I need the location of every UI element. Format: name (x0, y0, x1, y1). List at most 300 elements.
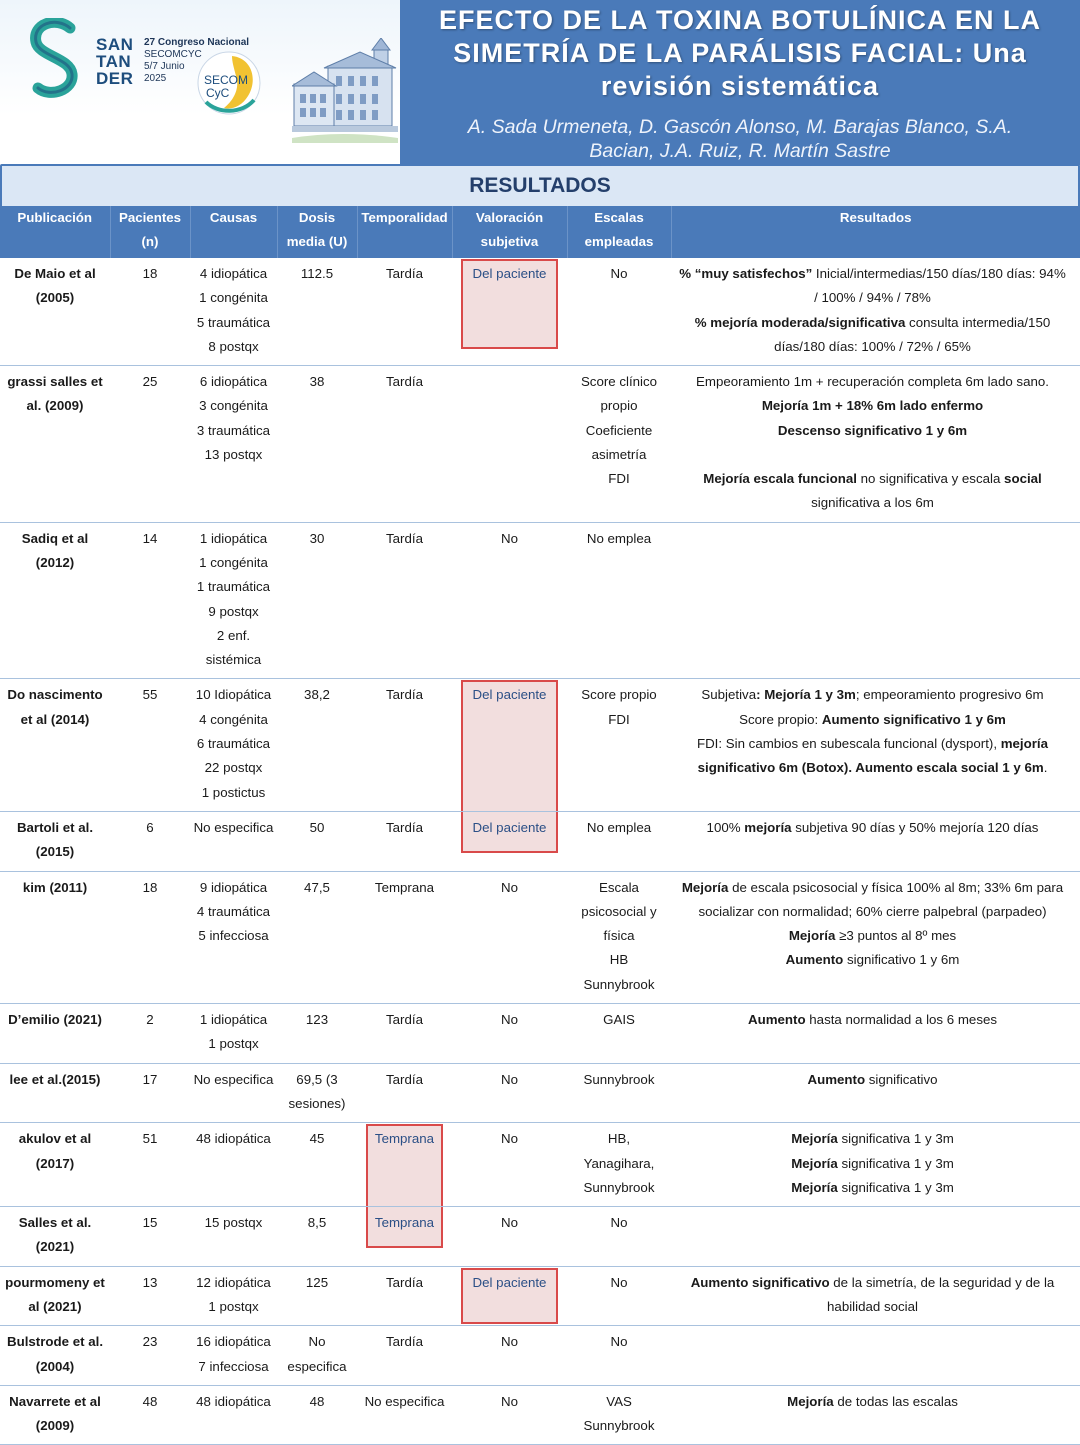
cell-causas (190, 1063, 277, 1123)
resultado-text: no significativa y escala (856, 471, 1005, 487)
cell-escalas-line: No (610, 1274, 628, 1290)
cell-pacientes (110, 1004, 190, 1064)
cell-causas-line: 4 traumática (196, 903, 271, 919)
cell-escalas-line: Escala (599, 879, 639, 895)
cell-escalas (567, 1063, 671, 1123)
resultado-paragraph (677, 1127, 1068, 1151)
cell-temporalidad-text: Tardía (386, 687, 423, 703)
cell-escalas-line: Sunnybrook (583, 1179, 655, 1195)
table-row (0, 366, 1080, 522)
cell-escalas (567, 811, 671, 871)
cell-valoracion (452, 1004, 567, 1064)
cell-pacientes (110, 1123, 190, 1207)
resultado-text: Score propio: (739, 711, 822, 727)
secom-logo-text-1: SECOM (204, 73, 249, 87)
resultado-text: . (1043, 760, 1048, 776)
resultado-emphasis: Mejoría (787, 1393, 834, 1409)
cell-causas-line: 4 idiopática (199, 266, 268, 281)
cell-publicacion (0, 366, 110, 522)
cell-causas (190, 366, 277, 522)
cell-valoracion (452, 871, 567, 1003)
resultado-paragraph (677, 1271, 1068, 1320)
cell-escalas (567, 1004, 671, 1064)
cell-pacientes (110, 871, 190, 1003)
resultado-paragraph (677, 370, 1068, 394)
table-row (0, 1004, 1080, 1064)
cell-causas-line: 9 idiopática (199, 879, 268, 895)
column-header-dosis (277, 206, 357, 258)
column-header-causas (190, 206, 277, 258)
cell-valoracion-text: Del paciente (472, 266, 547, 281)
resultado-emphasis: Mejoría (681, 879, 729, 895)
cell-temporalidad (357, 258, 452, 366)
table-body (0, 258, 1080, 1445)
cell-publicacion (0, 1063, 110, 1123)
authors-line-2: Bacian, J.A. Ruiz, R. Martín Sastre (589, 140, 891, 162)
resultado-text: significativa a los 6m (811, 495, 934, 511)
cell-publicacion-line: grassi salles et (7, 374, 103, 390)
cell-dosis (277, 1123, 357, 1207)
cell-resultados (671, 871, 1080, 1003)
resultado-text: significativo 1 y 6m (843, 952, 960, 968)
cell-causas-line: 48 idiopática (196, 1131, 271, 1147)
cell-causas-line: 16 idiopática (196, 1334, 271, 1350)
title-line-2: SIMETRÍA DE LA PARÁLISIS FACIAL: Una (453, 38, 1027, 68)
cell-pacientes (110, 522, 190, 679)
cell-pacientes-text: 18 (142, 266, 158, 281)
cell-dosis-line: 30 (309, 530, 325, 546)
resultado-text: significativa 1 y 3m (837, 1179, 954, 1195)
cell-escalas (567, 679, 671, 811)
cell-causas-line: 7 infecciosa (198, 1358, 269, 1374)
cell-resultados (671, 1266, 1080, 1326)
cell-causas-line: 6 traumática (196, 736, 271, 752)
cell-publicacion (0, 1004, 110, 1064)
cell-pacientes (110, 366, 190, 522)
table-header-row (0, 206, 1080, 258)
cell-valoracion-text: No (501, 879, 518, 895)
cell-valoracion (452, 1326, 567, 1386)
cell-pacientes-text: 17 (142, 1071, 158, 1087)
cell-escalas (567, 522, 671, 679)
cell-causas-line: 1 idiopática (199, 1012, 268, 1028)
cell-causas (190, 1123, 277, 1207)
cell-pacientes-text: 25 (142, 374, 158, 390)
table-row (0, 811, 1080, 871)
cell-escalas-line: FDI (608, 711, 630, 727)
santander-word-2: TAN (96, 52, 132, 71)
cell-escalas (567, 1123, 671, 1207)
cell-temporalidad-text: Tardía (386, 1012, 423, 1028)
cell-valoracion-text: No (501, 530, 518, 546)
cell-resultados (671, 1326, 1080, 1386)
cell-publicacion-line: pourmomeny et (5, 1274, 105, 1290)
resultado-text: ≥3 puntos al 8º mes (835, 928, 957, 944)
resultado-emphasis: Aumento significativo 1 y 6m (821, 711, 1006, 727)
cell-valoracion (452, 1385, 567, 1445)
cell-dosis-line: 47,5 (304, 879, 330, 895)
cell-valoracion-text: No (501, 1071, 518, 1087)
cell-dosis (277, 1063, 357, 1123)
resultado-paragraph (677, 394, 1068, 418)
cell-causas (190, 811, 277, 871)
resultado-emphasis: Aumento (747, 1012, 806, 1028)
resultado-paragraph (677, 816, 1068, 840)
table-row (0, 1207, 1080, 1267)
cell-temporalidad-text: Temprana (374, 1131, 435, 1147)
column-header-text: empleadas (584, 234, 654, 249)
cell-publicacion-line: Salles et al. (18, 1215, 92, 1231)
cell-dosis (277, 679, 357, 811)
cell-escalas-line: No (610, 1334, 628, 1350)
cell-valoracion-text: Del paciente (472, 1274, 547, 1290)
cell-pacientes (110, 1385, 190, 1445)
resultado-text: 100% (706, 819, 745, 835)
cell-causas-line: 15 postqx (204, 1215, 263, 1231)
cell-temporalidad (357, 811, 452, 871)
cell-pacientes (110, 258, 190, 366)
cell-causas-line: No especifica (193, 1071, 274, 1087)
cell-dosis-line: 112.5 (300, 266, 334, 281)
cell-causas-line: 22 postqx (204, 760, 263, 776)
cell-resultados (671, 1063, 1080, 1123)
cell-causas (190, 1385, 277, 1445)
cell-dosis (277, 1385, 357, 1445)
secom-cyc-logo-icon (196, 50, 262, 116)
cell-escalas-line: Sunnybrook (583, 976, 655, 992)
congress-name: 27 Congreso Nacional (144, 37, 250, 48)
resultado-paragraph (677, 1068, 1068, 1092)
cell-escalas (567, 1266, 671, 1326)
cell-valoracion-text: No (501, 1393, 518, 1409)
cell-temporalidad (357, 1266, 452, 1326)
cell-pacientes (110, 1266, 190, 1326)
cell-causas (190, 522, 277, 679)
cell-publicacion (0, 1207, 110, 1267)
resultado-paragraph (677, 1152, 1068, 1176)
resultado-emphasis: social (1004, 471, 1042, 487)
cell-escalas-line: física (603, 928, 635, 944)
cell-valoracion-text: No (501, 1131, 518, 1147)
resultado-paragraph (677, 708, 1068, 732)
cell-dosis-line: 38 (309, 374, 325, 390)
table-row (0, 522, 1080, 679)
cell-causas-line: 8 postqx (208, 338, 259, 354)
column-header-publicacion (0, 206, 110, 258)
title-line-3: revisión sistemática (600, 71, 880, 101)
cell-publicacion-line: (2009) (35, 1418, 75, 1434)
cell-pacientes-text: 23 (142, 1334, 158, 1350)
section-heading-label: RESULTADOS (469, 174, 611, 197)
cell-causas-line: 6 idiopática (199, 374, 268, 390)
cell-dosis (277, 871, 357, 1003)
cell-causas-line: 3 congénita (199, 398, 268, 414)
cell-causas (190, 679, 277, 811)
cell-publicacion-line: akulov et al (18, 1131, 92, 1147)
cell-escalas-line: No (610, 266, 628, 281)
cell-dosis (277, 258, 357, 366)
resultado-emphasis: Mejoría (788, 928, 836, 944)
column-header-text: Causas (209, 210, 258, 225)
cell-causas-line: 2 enf. (216, 627, 251, 643)
cell-pacientes (110, 679, 190, 811)
resultado-paragraph (677, 876, 1068, 925)
column-header-pacientes (110, 206, 190, 258)
resultado-paragraph (677, 311, 1068, 360)
cell-causas (190, 1326, 277, 1386)
congress-logo-panel (0, 0, 400, 165)
cell-publicacion (0, 522, 110, 679)
cell-escalas-line: GAIS (603, 1012, 635, 1028)
cell-resultados (671, 811, 1080, 871)
cell-dosis-line: 125 (305, 1274, 329, 1290)
resultado-paragraph (677, 1008, 1068, 1032)
resultado-paragraph (677, 732, 1068, 781)
title-line-1: EFECTO DE LA TOXINA BOTULÍNICA EN LA (438, 5, 1041, 35)
cell-temporalidad-text: Temprana (374, 879, 435, 895)
cell-escalas (567, 1207, 671, 1267)
resultado-emphasis: Mejoría escala funcional (703, 471, 857, 487)
cell-temporalidad-text: Temprana (374, 1215, 435, 1231)
resultado-text: ; empeoramiento progresivo 6m (855, 687, 1044, 703)
column-header-text: Resultados (839, 210, 912, 225)
cell-dosis-line: 38,2 (304, 687, 330, 703)
cell-valoracion-text: Del paciente (472, 819, 547, 835)
cell-escalas-line: No (610, 1215, 628, 1231)
cell-publicacion-line: De Maio et al (14, 266, 96, 281)
cell-temporalidad (357, 871, 452, 1003)
cell-dosis-line: 50 (309, 819, 325, 835)
resultado-text: Subjetiva (701, 687, 757, 703)
cell-temporalidad-text: Tardía (386, 1334, 423, 1350)
cell-publicacion-line: (2005) (35, 290, 75, 306)
cell-publicacion-line: al (2021) (28, 1298, 82, 1314)
cell-causas (190, 1266, 277, 1326)
cell-dosis-line: sesiones) (288, 1095, 346, 1111)
cell-causas-line: 1 congénita (199, 290, 268, 306)
cell-escalas (567, 366, 671, 522)
cell-valoracion (452, 1266, 567, 1326)
table-row (0, 679, 1080, 811)
cell-escalas (567, 1326, 671, 1386)
column-header-text: subjetiva (480, 234, 539, 249)
resultado-paragraph (677, 467, 1068, 516)
column-header-resultados (671, 206, 1080, 258)
cell-temporalidad-text: Tardía (386, 1274, 423, 1290)
cell-escalas-line: No emplea (586, 819, 652, 835)
cell-pacientes-text: 15 (142, 1215, 158, 1231)
cell-escalas-line: Score clínico (580, 374, 658, 390)
cell-temporalidad (357, 1385, 452, 1445)
poster-header (0, 0, 1080, 165)
cell-temporalidad-text: No especifica (364, 1393, 445, 1409)
resultado-text: significativo (865, 1071, 938, 1087)
cell-pacientes-text: 14 (142, 530, 158, 546)
resultado-emphasis: Mejoría 1m + 18% 6m lado enfermo (761, 398, 984, 414)
column-header-text: Escalas (594, 210, 644, 225)
santander-s-logo-icon (26, 18, 86, 102)
cell-escalas-line: VAS (606, 1393, 632, 1409)
cell-escalas-line: No emplea (586, 530, 652, 546)
column-header-text: media (U) (286, 234, 348, 249)
cell-dosis (277, 366, 357, 522)
table-row (0, 1326, 1080, 1386)
cell-causas-line: 5 traumática (196, 314, 271, 330)
resultado-text: Inicial/intermedias/150 días/180 días: 94% / 100% / 94% / 78% (812, 266, 1066, 306)
cell-escalas (567, 258, 671, 366)
cell-publicacion (0, 1385, 110, 1445)
cell-causas-line: 1 postqx (208, 1298, 259, 1314)
resultado-emphasis: mejoría (744, 819, 792, 835)
cell-dosis (277, 811, 357, 871)
cell-causas-line: 5 infecciosa (198, 928, 269, 944)
cell-causas-line: 1 congénita (199, 554, 268, 570)
resultado-emphasis: Mejoría (791, 1155, 838, 1171)
congress-year: 2025 (144, 73, 167, 84)
cell-causas-line: 48 idiopática (196, 1393, 271, 1409)
cell-pacientes (110, 1063, 190, 1123)
cell-dosis (277, 1004, 357, 1064)
cell-publicacion (0, 811, 110, 871)
cell-pacientes-text: 51 (142, 1131, 158, 1147)
column-header-text: (n) (141, 234, 159, 249)
cell-pacientes-text: 6 (146, 819, 154, 835)
table-row (0, 871, 1080, 1003)
resultado-paragraph (677, 1176, 1068, 1200)
cell-temporalidad (357, 1004, 452, 1064)
cell-valoracion (452, 366, 567, 522)
cell-dosis-line: No (308, 1334, 326, 1350)
resultado-text: FDI: Sin cambios en subescala funcional (dysport), (696, 736, 1001, 752)
resultado-text: Empeoramiento 1m + recuperación completa 6m lado sano. (696, 374, 1049, 390)
cell-causas (190, 1207, 277, 1267)
table-row (0, 1123, 1080, 1207)
cell-causas-line: 4 congénita (199, 711, 268, 727)
table-row (0, 258, 1080, 366)
cell-pacientes-text: 48 (142, 1393, 158, 1409)
cell-valoracion (452, 1123, 567, 1207)
cell-escalas (567, 871, 671, 1003)
cell-dosis (277, 1266, 357, 1326)
cell-publicacion-line: D’emilio (2021) (8, 1012, 102, 1028)
resultado-emphasis: % “muy satisfechos” (679, 266, 813, 281)
cell-causas-line: 1 postictus (201, 784, 266, 800)
resultado-paragraph (677, 683, 1068, 707)
cell-causas-line: 3 traumática (196, 422, 271, 438)
cell-dosis-line: 69,5 (3 (296, 1071, 338, 1087)
cell-valoracion (452, 1207, 567, 1267)
cell-valoracion-text: No (501, 1334, 518, 1350)
cell-causas-line: 10 Idiopática (195, 687, 272, 703)
cell-publicacion-line: lee et al.(2015) (9, 1071, 101, 1087)
cell-pacientes-text: 18 (142, 879, 158, 895)
cell-publicacion (0, 1326, 110, 1386)
cell-escalas-line: Sunnybrook (583, 1418, 655, 1434)
cell-causas (190, 258, 277, 366)
cell-escalas-line: FDI (608, 471, 630, 487)
cell-causas (190, 1004, 277, 1064)
cell-resultados (671, 258, 1080, 366)
cell-causas-line: 1 postqx (208, 1036, 259, 1052)
resultado-paragraph (677, 419, 1068, 443)
resultado-emphasis: Descenso significativo 1 y 6m (777, 422, 968, 438)
cell-dosis-line: especifica (287, 1358, 347, 1374)
cell-temporalidad-text: Tardía (386, 819, 423, 835)
cell-pacientes-text: 55 (142, 687, 158, 703)
cell-temporalidad (357, 1207, 452, 1267)
resultado-text: de escala psicosocial y física 100% al 8m; 33% 6m para socializar con normalidad; 60% cierre palpebral (parpadeo) (698, 879, 1064, 919)
resultado-paragraph (677, 262, 1068, 311)
cell-dosis-line: 8,5 (307, 1215, 327, 1231)
column-header-valoracion (452, 206, 567, 258)
title-panel (400, 0, 1080, 165)
cell-causas-line: 1 idiopática (199, 530, 268, 546)
cell-publicacion (0, 871, 110, 1003)
results-table (0, 206, 1080, 1445)
congress-society: SECOMCYC (144, 49, 202, 60)
congress-dates: 5/7 Junio (144, 61, 185, 72)
authors-line-1: A. Sada Urmeneta, D. Gascón Alonso, M. Barajas Blanco, S.A. (467, 116, 1013, 138)
column-header-temporalidad (357, 206, 452, 258)
resultado-text: subjetiva 90 días y 50% mejoría 120 días (791, 819, 1039, 835)
table-row (0, 1385, 1080, 1445)
cell-publicacion-line: (2015) (35, 844, 75, 860)
cell-temporalidad (357, 679, 452, 811)
cell-valoracion-text: No (501, 1012, 518, 1028)
cell-escalas-line: propio (600, 398, 638, 414)
table-row (0, 1266, 1080, 1326)
resultado-text: consulta intermedia/150 días/180 días: 100% / 72% / 65% (774, 314, 1051, 354)
cell-publicacion-line: Bartoli et al. (16, 819, 94, 835)
cell-dosis-line: 45 (309, 1131, 325, 1147)
cell-pacientes (110, 1207, 190, 1267)
cell-escalas-line: Yanagihara, (583, 1155, 655, 1171)
cell-valoracion (452, 258, 567, 366)
cell-escalas (567, 1385, 671, 1445)
cell-temporalidad-text: Tardía (386, 374, 423, 390)
resultado-emphasis: Mejoría (791, 1131, 838, 1147)
resultado-paragraph (677, 948, 1068, 972)
cell-temporalidad (357, 1326, 452, 1386)
cell-causas-line: 13 postqx (204, 447, 263, 463)
cell-publicacion-line: (2017) (35, 1155, 75, 1171)
resultado-text: significativa 1 y 3m (837, 1131, 954, 1147)
cell-causas-line: sistémica (205, 652, 262, 668)
cell-temporalidad (357, 1123, 452, 1207)
cell-publicacion-line: (2021) (35, 1239, 75, 1255)
cell-escalas-line: HB, (607, 1131, 631, 1147)
cell-temporalidad-text: Tardía (386, 1071, 423, 1087)
resultado-text: significativa 1 y 3m (837, 1155, 954, 1171)
column-header-text: Publicación (17, 210, 93, 225)
cell-publicacion-line: Do nascimento (7, 687, 103, 703)
cell-temporalidad-text: Tardía (386, 266, 423, 281)
cell-valoracion (452, 679, 567, 811)
resultado-emphasis: Aumento (807, 1071, 866, 1087)
resultado-emphasis: % mejoría moderada/significativa (694, 314, 906, 330)
column-header-text: Valoración (475, 210, 544, 225)
cell-causas-line: No especifica (193, 819, 274, 835)
cell-publicacion-line: Sadiq et al (21, 530, 89, 546)
cell-resultados (671, 1004, 1080, 1064)
column-header-text: Dosis (298, 210, 336, 225)
cell-publicacion (0, 679, 110, 811)
cell-temporalidad (357, 366, 452, 522)
column-header-escalas (567, 206, 671, 258)
resultado-text: hasta normalidad a los 6 meses (805, 1012, 998, 1028)
table-row (0, 1063, 1080, 1123)
cell-publicacion-line: Navarrete et al (9, 1393, 101, 1409)
